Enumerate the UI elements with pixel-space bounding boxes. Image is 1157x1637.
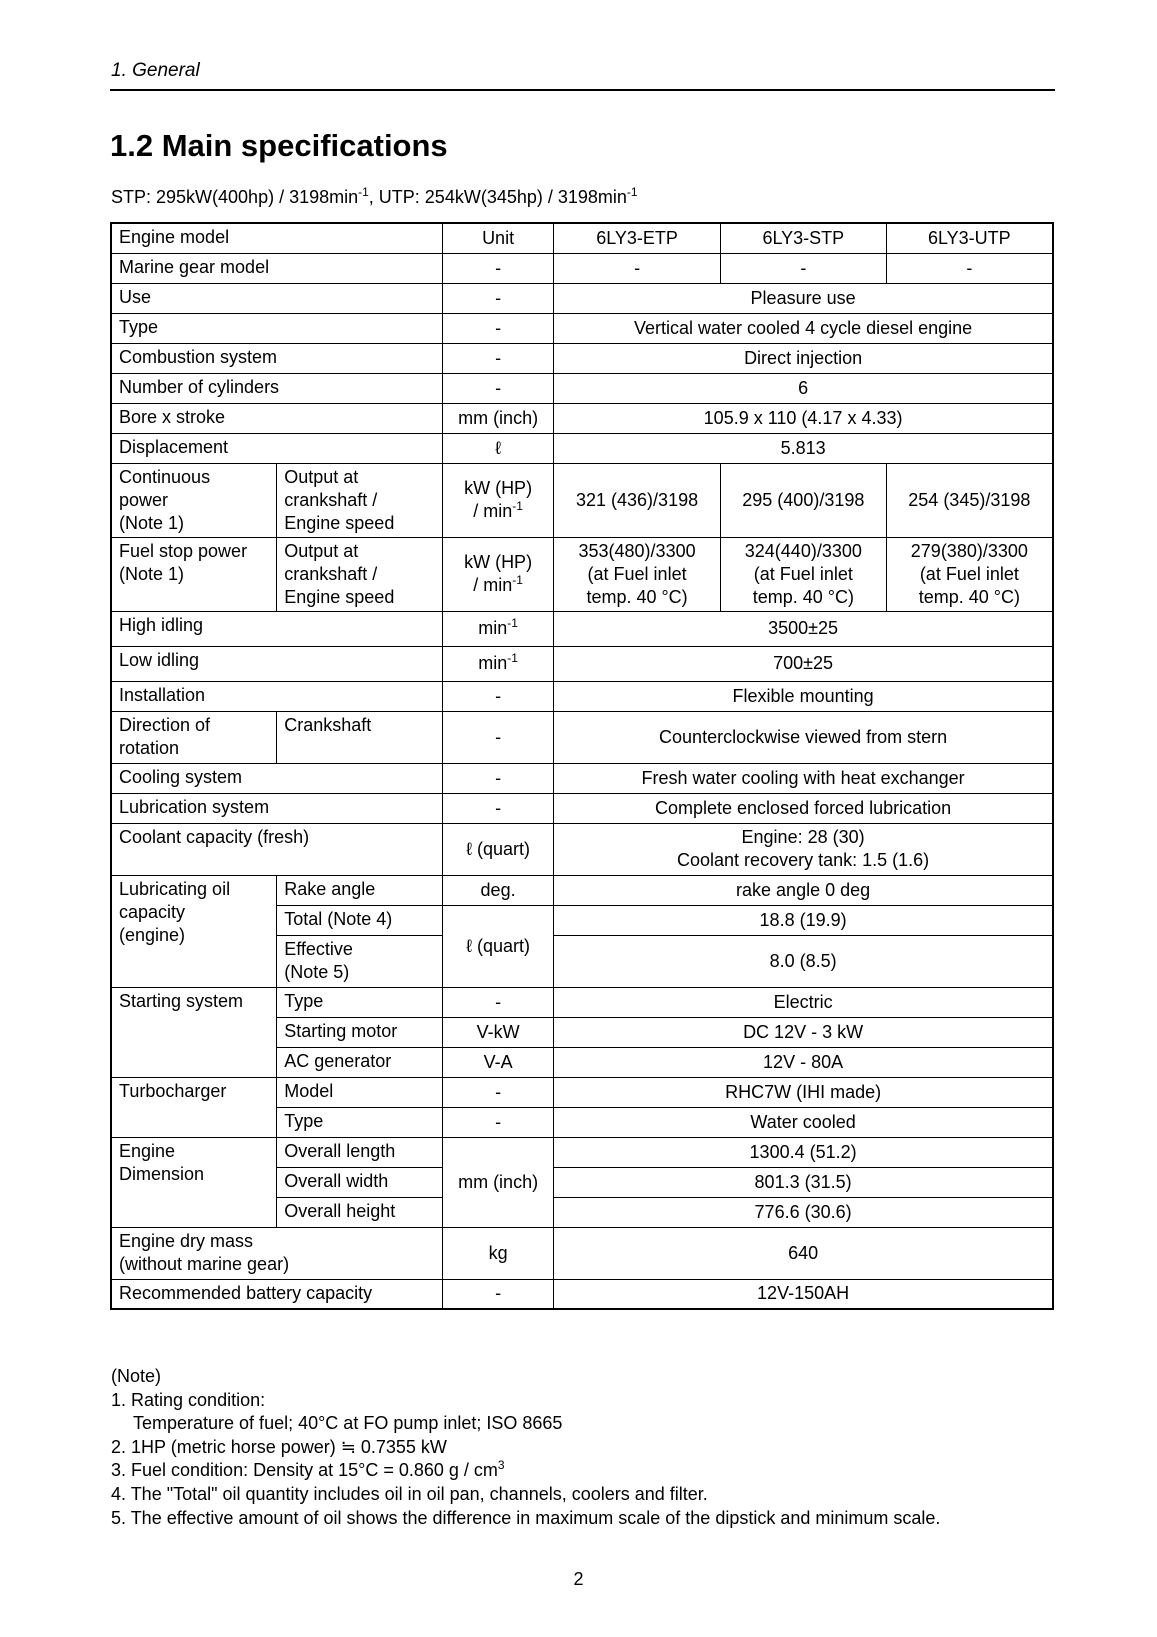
row-unit: $\min^{-1}$ [442,611,553,646]
stp-rating: STP: 295kW(400hp) / 3198min [111,187,359,207]
row-value: 5.813 [554,433,1053,463]
row-sublabel: Overall width [277,1167,443,1197]
row-label: Use [111,283,442,313]
note-4: 4. The "Total" oil quantity includes oil in oil pan, channels, coolers and filter. [111,1483,708,1504]
row-sublabel: Starting motor [277,1017,443,1047]
row-value: 279(380)/3300 (at Fuel inlet temp. 40 °C) [886,537,1053,611]
row-value: Vertical water cooled 4 cycle diesel engine [554,313,1053,343]
row-unit: - [442,373,553,403]
table-row [111,646,1053,681]
row-unit: - [442,343,553,373]
row-unit: kW (HP) / $\min^{-1}$ [442,463,553,537]
notes-section [111,1365,940,1530]
table-row [111,537,1053,611]
row-sublabel: Effective (Note 5) [277,935,443,987]
rating-subtitle [111,187,638,208]
row-sublabel: Total (Note 4) [277,905,443,935]
table-row [111,793,1053,823]
row-value: 12V-150AH [554,1279,1053,1309]
row-value: 801.3 (31.5) [554,1167,1053,1197]
page-number: 2 [573,1569,584,1589]
row-value: Water cooled [554,1107,1053,1137]
table-row [111,1077,1053,1107]
row-value: DC 12V - 3 kW [554,1017,1053,1047]
row-value: - [554,253,721,283]
row-unit: kW (HP) / $\min^{-1}$ [442,537,553,611]
row-sublabel: Type [277,1107,443,1137]
row-label: Fuel stop power (Note 1) [111,537,277,611]
row-value: 324(440)/3300 (at Fuel inlet temp. 40 °C) [720,537,886,611]
row-unit: - [442,1077,553,1107]
table-row [111,1227,1053,1279]
table-row [111,433,1053,463]
row-value: 12V - 80A [554,1047,1053,1077]
row-label: Turbocharger [111,1077,277,1137]
row-unit: - [442,283,553,313]
row-value: 254 (345)/3198 [886,463,1053,537]
row-unit: ℓ (quart) [442,905,553,987]
row-unit: - [442,793,553,823]
stp-superscript: -1 [358,185,369,199]
row-label: Lubrication system [111,793,442,823]
row-value: 18.8 (19.9) [554,905,1053,935]
note-1: 1. Rating condition: [111,1389,266,1410]
row-value: 105.9 x 110 (4.17 x 4.33) [554,403,1053,433]
row-sublabel: Rake angle [277,875,443,905]
row-unit: - [442,711,553,763]
row-value: - [720,253,886,283]
row-label: Continuous power (Note 1) [111,463,277,537]
row-value: Flexible mounting [554,681,1053,711]
row-value: - [886,253,1053,283]
row-value: 321 (436)/3198 [554,463,721,537]
row-value: Pleasure use [554,283,1053,313]
row-unit: - [442,681,553,711]
row-sublabel: Output at crankshaft / Engine speed [277,463,443,537]
header-unit: Unit [442,223,553,253]
note-5: 5. The effective amount of oil shows the difference in maximum scale of the dipstick and minimum scale. [111,1507,941,1528]
row-label: Recommended battery capacity [111,1279,442,1309]
row-value: 1300.4 (51.2) [554,1137,1053,1167]
row-unit: deg. [442,875,553,905]
row-label: Number of cylinders [111,373,442,403]
row-label: Lubricating oil capacity (engine) [111,875,277,987]
page-title: 1.2 Main specifications [110,128,448,163]
row-label: Type [111,313,442,343]
row-label: Displacement [111,433,442,463]
row-unit: - [442,253,553,283]
row-value: 640 [554,1227,1053,1279]
row-sublabel: AC generator [277,1047,443,1077]
row-value: 776.6 (30.6) [554,1197,1053,1227]
row-value: 700±25 [554,646,1053,681]
table-row [111,403,1053,433]
row-sublabel: Overall height [277,1197,443,1227]
row-unit: kg [442,1227,553,1279]
specifications-table [110,222,1054,1310]
table-row [111,463,1053,537]
row-value: Complete enclosed forced lubrication [554,793,1053,823]
row-unit: $\min^{-1}$ [442,646,553,681]
row-unit: - [442,763,553,793]
table-row [111,987,1053,1017]
row-label: Cooling system [111,763,442,793]
row-unit: ℓ (quart) [442,823,553,875]
row-value: Fresh water cooling with heat exchanger [554,763,1053,793]
row-unit: ℓ [442,433,553,463]
row-label: Installation [111,681,442,711]
table-row [111,823,1053,875]
row-value: Counterclockwise viewed from stern [554,711,1053,763]
note-2: 2. 1HP (metric horse power) ≒ 0.7355 kW [111,1436,447,1457]
table-row [111,763,1053,793]
row-label: Engine Dimension [111,1137,277,1227]
row-label: Bore x stroke [111,403,442,433]
row-label: Engine dry mass (without marine gear) [111,1227,442,1279]
table-row [111,681,1053,711]
utp-superscript: -1 [626,185,638,199]
table-row [111,253,1053,283]
row-sublabel: Overall length [277,1137,443,1167]
header-model-utp: 6LY3-UTP [886,223,1053,253]
row-unit: - [442,1107,553,1137]
row-value: Engine: 28 (30) Coolant recovery tank: 1.5 (1.6) [554,823,1053,875]
table-row [111,1279,1053,1309]
row-value: 295 (400)/3198 [720,463,886,537]
row-label: Starting system [111,987,277,1077]
row-sublabel: Type [277,987,443,1017]
utp-rating: , UTP: 254kW(345hp) / 3198min [368,187,627,207]
table-row [111,373,1053,403]
row-label: Direction of rotation [111,711,277,763]
row-unit: mm (inch) [442,1137,553,1227]
row-unit: - [442,987,553,1017]
row-label: High idling [111,611,442,646]
table-row [111,343,1053,373]
row-sublabel: Crankshaft [277,711,443,763]
note-1-detail: Temperature of fuel; 40°C at FO pump inlet; ISO 8665 [133,1413,563,1434]
row-unit: mm (inch) [442,403,553,433]
row-unit: - [442,1279,553,1309]
row-sublabel: Output at crankshaft / Engine speed [277,537,443,611]
row-label: Coolant capacity (fresh) [111,823,442,875]
table-row [111,711,1053,763]
row-unit: V-kW [442,1017,553,1047]
notes-heading: (Note) [111,1366,162,1386]
row-value: Direct injection [554,343,1053,373]
row-value: rake angle 0 deg [554,875,1053,905]
table-row [111,875,1053,905]
table-row [111,223,1053,253]
row-value: 6 [554,373,1053,403]
header-rule [110,89,1055,91]
row-value: RHC7W (IHI made) [554,1077,1053,1107]
header-model-stp: 6LY3-STP [720,223,886,253]
header-item: Engine model [111,223,442,253]
row-label: Low idling [111,646,442,681]
row-label: Marine gear model [111,253,442,283]
row-sublabel: Model [277,1077,443,1107]
section-header: 1. General [111,60,200,81]
row-unit: - [442,313,553,343]
table-row [111,283,1053,313]
row-value: 3500±25 [554,611,1053,646]
row-unit: V-A [442,1047,553,1077]
row-value: Electric [554,987,1053,1017]
row-label: Combustion system [111,343,442,373]
row-value: 353(480)/3300 (at Fuel inlet temp. 40 °C) [554,537,721,611]
table-row [111,1137,1053,1167]
table-row [111,313,1053,343]
row-value: 8.0 (8.5) [554,935,1053,987]
header-model-etp: 6LY3-ETP [554,223,721,253]
note-3: 3. Fuel condition: Density at 15°C = 0.860 g / $cm^3$ [111,1458,505,1481]
table-row [111,611,1053,646]
